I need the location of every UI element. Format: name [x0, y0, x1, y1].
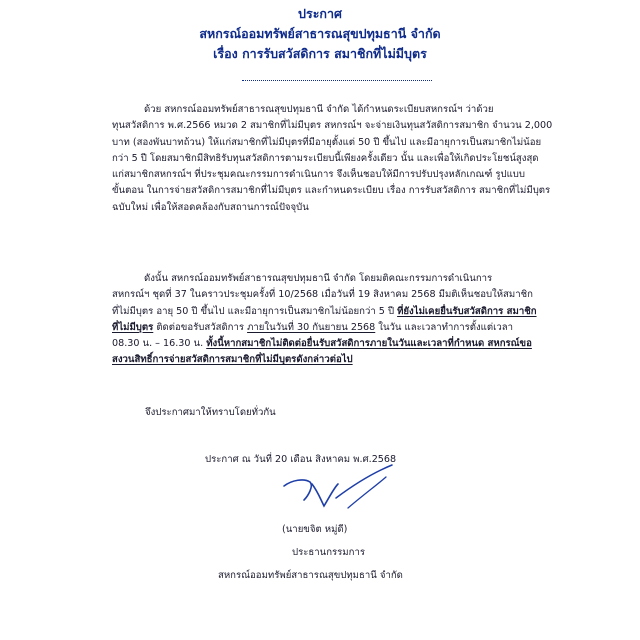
paragraph-2 — [112, 271, 537, 369]
closing-statement: จึงประกาศมาให้ทราบโดยทั่วกัน — [145, 407, 276, 418]
paragraph-2-line — [112, 336, 537, 352]
paragraph-1-line: บาท (สองพันบาทถ้วน) ให้แก่สมาชิกที่ไม่มีบุตรที่มีอายุตั้งแต่ 50 ปี ขึ้นไป และมีอายุการเป็นสมาชิกไม่น้อย — [112, 136, 542, 148]
paragraph-2-line — [112, 304, 537, 320]
paragraph-2-line: ดังนั้น สหกรณ์ออมทรัพย์สาธารณสุขปทุมธานี จำกัด โดยมติคณะกรรมการดำเนินการ — [144, 273, 493, 284]
paragraph-1-line: ขั้นตอน ในการจ่ายสวัสดิการสมาชิกที่ไม่มีบุตร และกำหนดระเบียบ เรื่อง การรับสวัสดิการ สมาชิกที่ไม่มีบุตร — [112, 185, 551, 197]
announcement-date: ประกาศ ณ วันที่ 20 เดือน สิงหาคม พ.ศ.2568 — [205, 454, 397, 465]
paragraph-2-line: สหกรณ์ฯ ชุดที่ 37 ในคราวประชุมครั้งที่ 10/2568 เมื่อวันที่ 19 สิงหาคม 2568 มีมติเห็นชอบให้สมาชิก — [112, 289, 533, 301]
paragraph-1-line: ทุนสวัสดิการ พ.ศ.2566 หมวด 2 สมาชิกที่ไม่มีบุตร สหกรณ์ฯ จะจ่ายเงินทุนสวัสดิการสมาชิก จำนวน 2,000 — [112, 120, 553, 132]
handwritten-signature — [278, 462, 398, 514]
paragraph-1-line: ฉบับใหม่ เพื่อให้สอดคล้องกับสถานการณ์ปัจจุบัน — [112, 201, 309, 213]
eligibility-text: ที่ไม่มีบุตร อายุ 50 ปี ขึ้นไป และมีอายุการเป็นสมาชิกไม่น้อยกว่า 5 ปี — [112, 305, 398, 317]
organization-title: สหกรณ์ออมทรัพย์สาธารณสุขปทุมธานี จำกัด — [199, 26, 441, 41]
paragraph-1-line: แก่สมาชิกสหกรณ์ฯ ที่ประชุมคณะกรรมการดำเนินการ จึงเห็นชอบให้มีการปรับปรุงหลักเกณฑ์ รูปแบบ — [112, 169, 525, 181]
reservation-notice: ทั้งนี้หากสมาชิกไม่ติดต่อยื่นรับสวัสดิการภายในวันและเวลาที่กำหนด สหกรณ์ขอ — [206, 338, 532, 350]
not-yet-claimed-emphasis: ที่ยังไม่เคยยื่นรับสวัสดิการ สมาชิก — [397, 305, 537, 317]
paragraph-1 — [112, 102, 552, 216]
signer-organization: สหกรณ์ออมทรัพย์สาธารณสุขปทุมธานี จำกัด — [218, 570, 403, 581]
signer-position: ประธานกรรมการ — [292, 547, 365, 558]
subject-title: เรื่อง การรับสวัสดิการ สมาชิกที่ไม่มีบุตร — [213, 46, 427, 61]
title-divider — [242, 80, 432, 81]
paragraph-2-line — [112, 320, 537, 336]
deadline-emphasis: ภายในวันที่ 30 กันยายน 2568 — [247, 321, 376, 333]
contact-text: ติดต่อขอรับสวัสดิการ — [153, 321, 248, 333]
paragraph-1-line: ด้วย สหกรณ์ออมทรัพย์สาธารณสุขปทุมธานี จำกัด ได้กำหนดระเบียบสหกรณ์ฯ ว่าด้วย — [144, 104, 494, 115]
reservation-notice-continued: สงวนสิทธิ์การจ่ายสวัสดิการสมาชิกที่ไม่มีบุตรดังกล่าวต่อไป — [112, 354, 353, 366]
childless-member-emphasis: ที่ไม่มีบุตร — [112, 321, 154, 333]
paragraph-1-line: กว่า 5 ปี โดยสมาชิกมีสิทธิรับทุนสวัสดิการตามระเบียบนี้เพียงครั้งเดียว นั้น และเพื่อให้เกิดประโยชน์สูงสุด — [112, 152, 539, 164]
announcement-label: ประกาศ — [298, 6, 342, 21]
office-hours-range: 08.30 น. – 16.30 น. — [112, 338, 207, 350]
signer-name: (นายขจิต หมู่ดี) — [282, 524, 348, 535]
office-hours-text: ในวัน และเวลาทำการตั้งแต่เวลา — [375, 321, 514, 333]
